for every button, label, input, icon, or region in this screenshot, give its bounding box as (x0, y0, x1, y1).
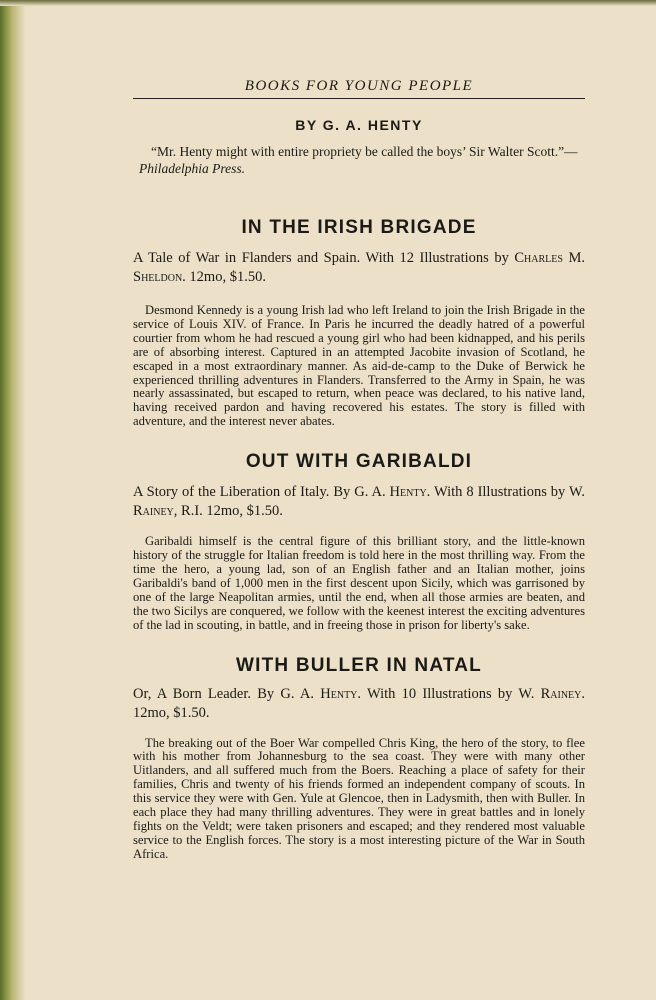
header-rule (133, 98, 585, 99)
book-title: IN THE IRISH BRIGADE (241, 217, 477, 238)
illustrator-name: Rainey. (540, 685, 585, 702)
subtitle-text: Or, A Born Leader. By G. A. (133, 685, 321, 702)
book-subtitle (133, 483, 585, 521)
book-subtitle (133, 249, 585, 287)
author-name: Henty. (320, 685, 362, 702)
subtitle-price: 12mo, $1.50. (185, 269, 266, 285)
page-content (133, 76, 585, 874)
quote-text: “Mr. Henty might with entire propriety be called the boys’ Sir Walter Scott.”— (151, 144, 578, 159)
author-name: Henty. (389, 484, 431, 501)
illustrator-name: Charles M. Sheldon. (133, 250, 585, 285)
illustrator-name: Rainey, (133, 503, 178, 520)
subtitle-text: A Tale of War in Flanders and Spain. With 12 Illustrations by (133, 250, 515, 266)
book-spine (0, 0, 26, 1000)
quote-source: Philadelphia Press. (139, 161, 245, 176)
book-subtitle (133, 685, 585, 723)
subtitle-text: A Story of the Liberation of Italy. By G. A. (133, 484, 390, 501)
book-title: WITH BULLER IN NATAL (236, 654, 482, 676)
subtitle-text: With 8 Illustrations by W. (430, 484, 585, 501)
book-title: OUT WITH GARIBALDI (245, 451, 473, 473)
subtitle-price: 12mo, $1.50. (133, 704, 210, 721)
subtitle-text: With 10 Illustrations by W. (361, 685, 541, 702)
subtitle-price: R.I. 12mo, $1.50. (177, 503, 283, 520)
book-description: Garibaldi himself is the central figure of this brilliant story, and the little-known history of the struggle for Italian freedom is told here in the most thrilling way. From the time the hero, a young lad, son of an English father and an Italian mother, joins Garibaldi's band of 1,000 men in the first descent upon Sicily, which was garrisoned by one of the large Neapolitan armies, until the end, when all those armies are beaten, and the two Sicilys are conquered, we follow with the keenest interest the exciting adventures of the lad in scouting, in battle, and in freeing those in prison for liberty's sake. (133, 534, 585, 632)
running-head: BOOKS FOR YOUNG PEOPLE (244, 78, 474, 94)
page-top-edge (0, 0, 656, 6)
press-quote (139, 143, 585, 177)
book-description: Desmond Kennedy is a young Irish lad who left Ireland to join the Irish Brigade in the service of Louis XIV. of France. In Paris he incurred the deadly hatred of a powerful courtier from whom he had rescued a young girl who had been kidnapped, and his perils are of absorbing interest. Captured in an attempted Jacobite invasion of Scotland, he escaped in a most extraordinary manner. As aid-de-camp to the Duke of Berwick he experienced thrilling adventures in Flanders. Transferred to the Army in Spain, he was nearly assassinated, but escaped to return, when peace was declared, to his native land, having received pardon and having recovered his estates. The story is filled with adventure, and the interest never abates. (133, 303, 585, 429)
book-description: The breaking out of the Boer War compelled Chris King, the hero of the story, to flee with his mother from Johannesburg to the sea coast. They were with many other Uitlanders, and all suffered much from the Boers. Reaching a place of safety for their families, Chris and twenty of his friends formed an independent company of scouts. In this service they were with Gen. Yule at Glencoe, then in Ladysmith, then with Buller. In each place they had many thrilling adventures. They were in great battles and in lonely fights on the Veldt; were taken prisoners and escaped; and they rendered most valuable service to the English forces. The story is a most interesting picture of the War in South Africa. (133, 735, 585, 861)
author-byline: BY G. A. HENTY (295, 117, 423, 133)
